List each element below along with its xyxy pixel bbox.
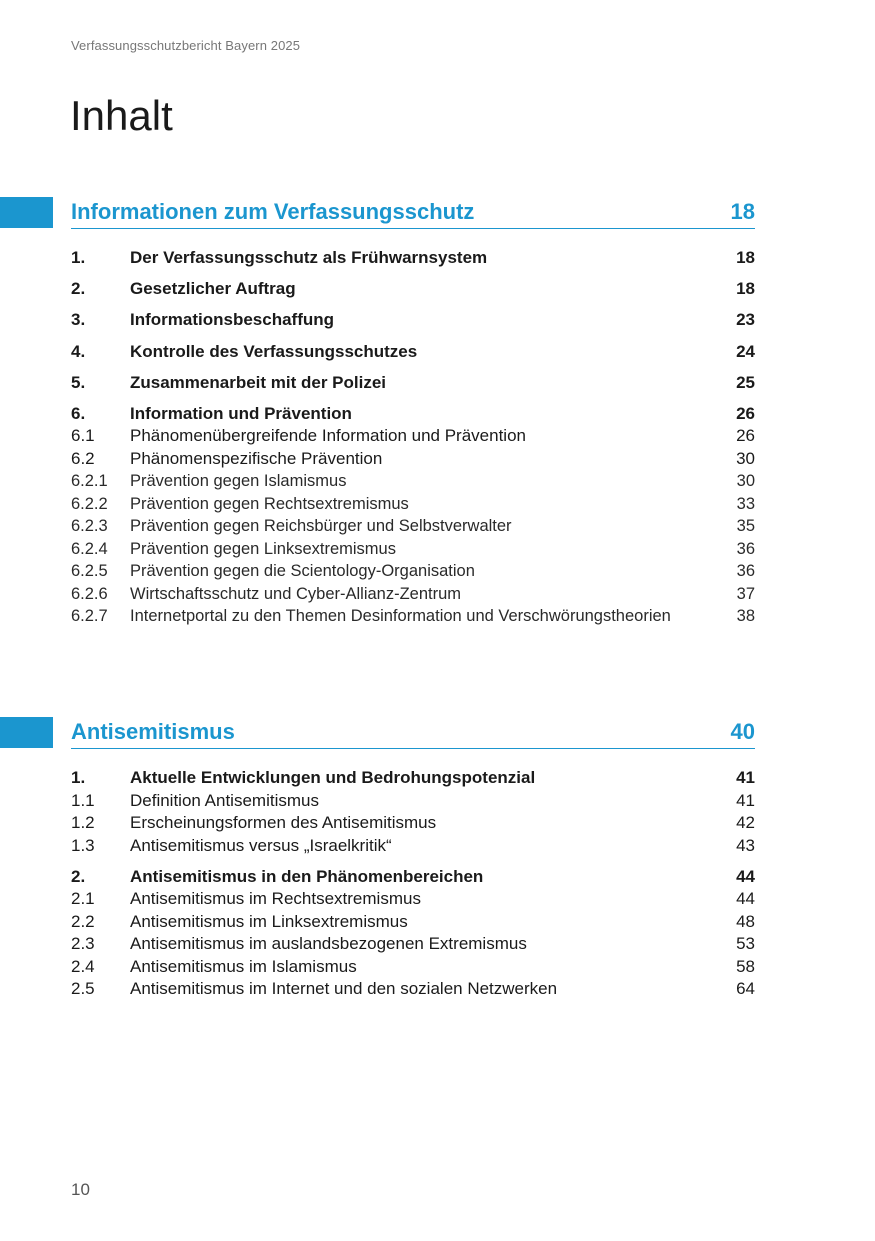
entry-title: Antisemitismus im Rechtsextremismus (130, 889, 421, 909)
toc-entry[interactable] (71, 812, 755, 835)
entry-number: 6.2.5 (71, 562, 108, 581)
toc-entry[interactable] (71, 835, 755, 858)
entry-number: 6.2 (71, 448, 95, 468)
entry-title: Phänomenspezifische Prävention (130, 448, 383, 468)
entry-number: 2.4 (71, 956, 95, 976)
entry-number: 1.1 (71, 790, 95, 810)
section-marker (0, 197, 53, 228)
entry-title: Prävention gegen Linksextremismus (130, 539, 396, 558)
entry-number: 6.2.4 (71, 539, 108, 558)
entry-page: 37 (736, 584, 755, 603)
entry-title: Antisemitismus im Internet und den sozialen Netzwerken (130, 979, 558, 999)
entry-page: 25 (736, 372, 755, 392)
toc-entry[interactable] (71, 866, 755, 889)
toc-entry[interactable] (71, 605, 755, 628)
toc-entry[interactable] (71, 403, 755, 426)
entry-number: 6.2.7 (71, 607, 108, 626)
entry-page: 44 (736, 866, 755, 886)
entry-page: 18 (736, 248, 755, 267)
toc-entry[interactable] (71, 560, 755, 583)
entry-title: Prävention gegen die Scientology-Organisation (130, 562, 475, 581)
entry-page: 26 (736, 426, 755, 446)
section-heading[interactable] (71, 195, 755, 229)
entry-title: Internetportal zu den Themen Desinformation und Verschwörungstheorien (130, 607, 671, 626)
toc-entry[interactable] (71, 341, 755, 364)
toc-entry[interactable] (71, 372, 755, 395)
entry-title: Antisemitismus in den Phänomenbereichen (130, 866, 484, 886)
entry-number: 3. (71, 310, 86, 330)
entry-page: 44 (736, 889, 755, 909)
running-header: Verfassungsschutzbericht Bayern 2025 (71, 38, 301, 53)
entry-page: 33 (736, 494, 755, 513)
entry-number: 1. (71, 768, 86, 787)
entry-title: Prävention gegen Reichsbürger und Selbstverwalter (130, 517, 512, 536)
entry-number: 4. (71, 341, 86, 361)
entry-title: Definition Antisemitismus (130, 790, 319, 810)
entry-page: 42 (736, 813, 755, 832)
entry-page: 38 (736, 607, 755, 626)
entry-number: 6.2.6 (71, 584, 108, 603)
entry-title: Der Verfassungsschutz als Frühwarnsystem (130, 248, 488, 267)
entry-page: 24 (736, 341, 755, 361)
entry-number: 6.2.1 (71, 472, 108, 491)
toc-entry-list (71, 767, 755, 1001)
entry-title: Gesetzlicher Auftrag (130, 279, 296, 299)
page-number: 10 (71, 1180, 90, 1199)
entry-number: 2.5 (71, 979, 95, 999)
entry-title: Erscheinungsformen des Antisemitismus (130, 813, 437, 832)
entry-title: Prävention gegen Islamismus (130, 472, 347, 491)
entry-title: Aktuelle Entwicklungen und Bedrohungspotenzial (130, 768, 536, 787)
section-heading-page: 18 (730, 198, 755, 224)
entry-page: 58 (736, 956, 755, 976)
toc-entry[interactable] (71, 425, 755, 448)
section-heading-title: Informationen zum Verfassungsschutz (71, 198, 475, 224)
entry-page: 35 (736, 517, 755, 536)
entry-number: 1.3 (71, 835, 95, 855)
entry-number: 6.1 (71, 426, 95, 446)
toc-entry[interactable] (71, 448, 755, 471)
entry-page: 30 (736, 472, 755, 491)
toc-entry[interactable] (71, 767, 755, 790)
entry-number: 5. (71, 372, 86, 392)
toc-entry[interactable] (71, 247, 755, 270)
toc-entry[interactable] (71, 933, 755, 956)
entry-page: 41 (736, 768, 755, 787)
entry-spacer (71, 301, 755, 310)
toc-entry[interactable] (71, 470, 755, 493)
entry-spacer (71, 394, 755, 403)
entry-page: 36 (736, 539, 755, 558)
entry-number: 1.2 (71, 813, 95, 832)
entry-title: Wirtschaftsschutz und Cyber-Allianz-Zentrum (130, 584, 462, 603)
page-title: Inhalt (70, 92, 173, 139)
entry-number: 2. (71, 866, 86, 886)
entry-spacer (71, 857, 755, 866)
toc-entry-list (71, 247, 755, 628)
entry-number: 6.2.3 (71, 517, 108, 536)
entry-page: 18 (736, 279, 755, 299)
entry-page: 48 (736, 911, 755, 931)
entry-title: Prävention gegen Rechtsextremismus (130, 494, 409, 513)
entry-number: 2. (71, 279, 86, 299)
entry-spacer (71, 332, 755, 341)
entry-title: Information und Prävention (130, 403, 352, 423)
entry-number: 1. (71, 248, 86, 267)
entry-title: Antisemitismus im Islamismus (130, 956, 357, 976)
entry-title: Phänomenübergreifende Information und Prävention (130, 426, 526, 446)
entry-spacer (71, 363, 755, 372)
entry-title: Antisemitismus im auslandsbezogenen Extremismus (130, 934, 527, 954)
entry-spacer (71, 270, 755, 279)
entry-page: 30 (736, 448, 755, 468)
entry-page: 26 (736, 403, 755, 423)
entry-title: Zusammenarbeit mit der Polizei (130, 372, 387, 392)
toc-entry[interactable] (71, 790, 755, 813)
entry-number: 2.2 (71, 911, 95, 931)
toc-entry[interactable] (71, 309, 755, 332)
toc-entry[interactable] (71, 911, 755, 934)
entry-page: 53 (736, 934, 755, 954)
section-heading[interactable] (71, 715, 755, 749)
entry-page: 43 (736, 835, 755, 855)
toc-entry[interactable] (71, 583, 755, 606)
toc-entry[interactable] (71, 538, 755, 561)
entry-title: Antisemitismus im Linksextremismus (130, 911, 408, 931)
entry-number: 6.2.2 (71, 494, 108, 513)
entry-page: 41 (736, 790, 755, 810)
section-marker (0, 717, 53, 748)
entry-page: 36 (736, 562, 755, 581)
toc-entry[interactable] (71, 956, 755, 979)
section-heading-page: 40 (730, 718, 755, 744)
entry-title: Antisemitismus versus „Israelkritik“ (130, 835, 392, 855)
entry-number: 2.1 (71, 889, 95, 909)
entry-page: 23 (736, 310, 755, 330)
toc-entry[interactable] (71, 888, 755, 911)
toc-entry[interactable] (71, 515, 755, 538)
entry-page: 64 (736, 979, 755, 999)
entry-number: 6. (71, 403, 86, 423)
toc-entry[interactable] (71, 978, 755, 1001)
entry-title: Kontrolle des Verfassungsschutzes (130, 341, 418, 361)
section-heading-title: Antisemitismus (71, 718, 235, 744)
toc-entry[interactable] (71, 493, 755, 516)
toc-entry[interactable] (71, 278, 755, 301)
entry-number: 2.3 (71, 934, 95, 954)
entry-title: Informationsbeschaffung (130, 310, 335, 330)
